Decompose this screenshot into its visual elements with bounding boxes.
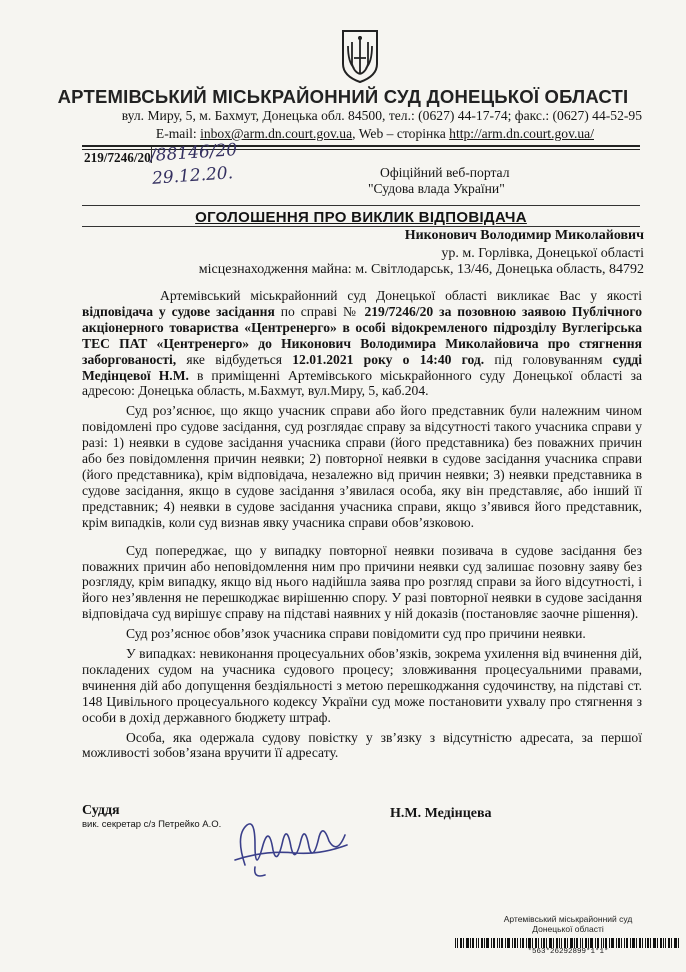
summons-role: відповідача у судове засідання	[82, 303, 275, 319]
title-top-rule	[82, 205, 640, 206]
coat-of-arms-emblem	[340, 28, 380, 84]
judge-signature	[225, 805, 355, 885]
paragraph-penalties: У випадках: невиконання процесуальних обов’язків, зокрема ухилення від вчинення дій, покладених судом на учасника судового процесу; зловживання процесуальними правами, вчинення дій або допущення бездіяльності з метою перешкоджання судочинству, на підставі ст. 148 Цивільного процесуального кодексу України суд може постановити ухвалу про стягнення з особи в дохід державного бюджету штраф.	[82, 646, 642, 725]
website-link[interactable]: http://arm.dn.court.gov.ua/	[449, 126, 594, 141]
summons-text: Артемівський міськрайонний суд Донецької області викликає Вас у якості	[160, 288, 642, 303]
judge-label: Суддя	[82, 803, 120, 818]
notice-title: ОГОЛОШЕННЯ ПРО ВИКЛИК ВІДПОВІДАЧА	[195, 209, 527, 226]
handwritten-date: 29.12.20.	[151, 163, 234, 189]
defendant-name: Никонович Володимир Миколайович	[404, 228, 644, 243]
defendant-origin: ур. м. Горлівка, Донецької області	[441, 246, 644, 261]
recipient-line-2: "Судова влада України"	[368, 181, 505, 196]
paragraph-warning: Суд попереджає, що у випадку повторної неявки позивача в судове засідання без поважних причин або неповідомлення ним про причини неявки суд залишає позовну заяву без розгляду, крім випадку, якщо від нього надійшла заява про розгляд справи за його відсутності, і його нез’явлення не перешкоджає вирішенню спору. У разі повторної неявки в судове засідання відповідача суд вирішує справу на підставі наявних у ній доказів (постановляє заочне рішення).	[82, 542, 642, 622]
case-subject: 219/7246/20 за позовною заявою Публічного акціонерного товариства «Центренерго» в особі відокремленого підрозділу Вуглегірська ТЕС ПАТ «Центренерго» до Никонович Володимира Миколайовича про стягнення заборгованості,	[82, 303, 642, 367]
secretary-note: вик. секретар с/з Петрейко А.О.	[82, 819, 222, 830]
email-link[interactable]: inbox@arm.dn.court.gov.ua	[200, 126, 353, 141]
web-label: , Web – сторінка	[352, 126, 450, 141]
summons-text: яке відбудеться	[176, 351, 293, 367]
summons-text: по справі №	[274, 303, 365, 319]
court-name-heading: АРТЕМІВСЬКИЙ МІСЬКРАЙОННИЙ СУД ДОНЕЦЬКОЇ ОБЛАСТІ	[57, 86, 629, 107]
hearing-location: в приміщенні Артемівського міськрайонного суду Донецької області за адресою: Донецька область, м.Бахмут, вул.Миру, 5, каб.204.	[82, 367, 642, 399]
court-address: вул. Миру, 5, м. Бахмут, Донецька обл. 84500, тел.: (0627) 44-17-74; факс.: (0627) 44-52-95	[121, 108, 642, 123]
court-contacts	[156, 126, 594, 142]
court-stamp	[455, 914, 681, 934]
notice-body	[82, 288, 642, 765]
barcode	[455, 938, 681, 948]
paragraph-summons	[82, 288, 642, 399]
summons-text: під головуванням	[484, 351, 613, 367]
barcode-number: *563*26292899*1*1*	[527, 948, 609, 956]
stamp-line-2: Донецької області	[532, 924, 604, 934]
hearing-datetime: 12.01.2021 року о 14:40 год.	[292, 351, 485, 367]
case-number: 219/7246/20	[84, 150, 151, 165]
recipient-line-1: Офіційний веб-портал	[380, 165, 510, 180]
judge-name: Н.М. Медінцева	[390, 806, 492, 821]
stamp-line-1: Артемівський міськрайонний суд	[503, 914, 633, 924]
paragraph-notify-duty: Суд роз’яснює обов’язок учасника справи повідомити суд про причини неявки.	[126, 626, 586, 642]
presiding-judge: судді Медінцевої Н.М.	[82, 351, 642, 383]
paragraph-absence-rules: Суд роз’яснює, що якщо учасник справи або його представник були належним чином повідомлені про судове засідання, суд розглядає справу за відсутності такого учасника справи у разі: 1) неявки в судове засідання учасника справи (його представника) без поважних причин або без повідомлення причин неявки; 2) повторної неявки в судове засідання учасника справи (його представника), крім відповідача, незалежно від причин неявки; 3) неявки представника в судове засідання, якщо в судове засідання з’явилася особа, яку він представляє, або інший її представник; 4) неявки в судове засідання учасника справи, якщо з’явився його представник, крім випадків, коли суд визнав явку учасника справи обов’язковою.	[82, 403, 642, 530]
handwritten-outgoing-number: /88146/20	[149, 139, 238, 167]
email-label: E-mail:	[155, 126, 201, 141]
title-bottom-rule	[82, 226, 640, 227]
paragraph-delivery: Особа, яка одержала судову повістку у зв’язку з відсутністю адресата, за першої можливості зобов’язана вручити її адресату.	[82, 729, 642, 761]
defendant-property-location: місцезнаходження майна: м. Світлодарськ, 13/46, Донецька область, 84792	[198, 262, 644, 277]
